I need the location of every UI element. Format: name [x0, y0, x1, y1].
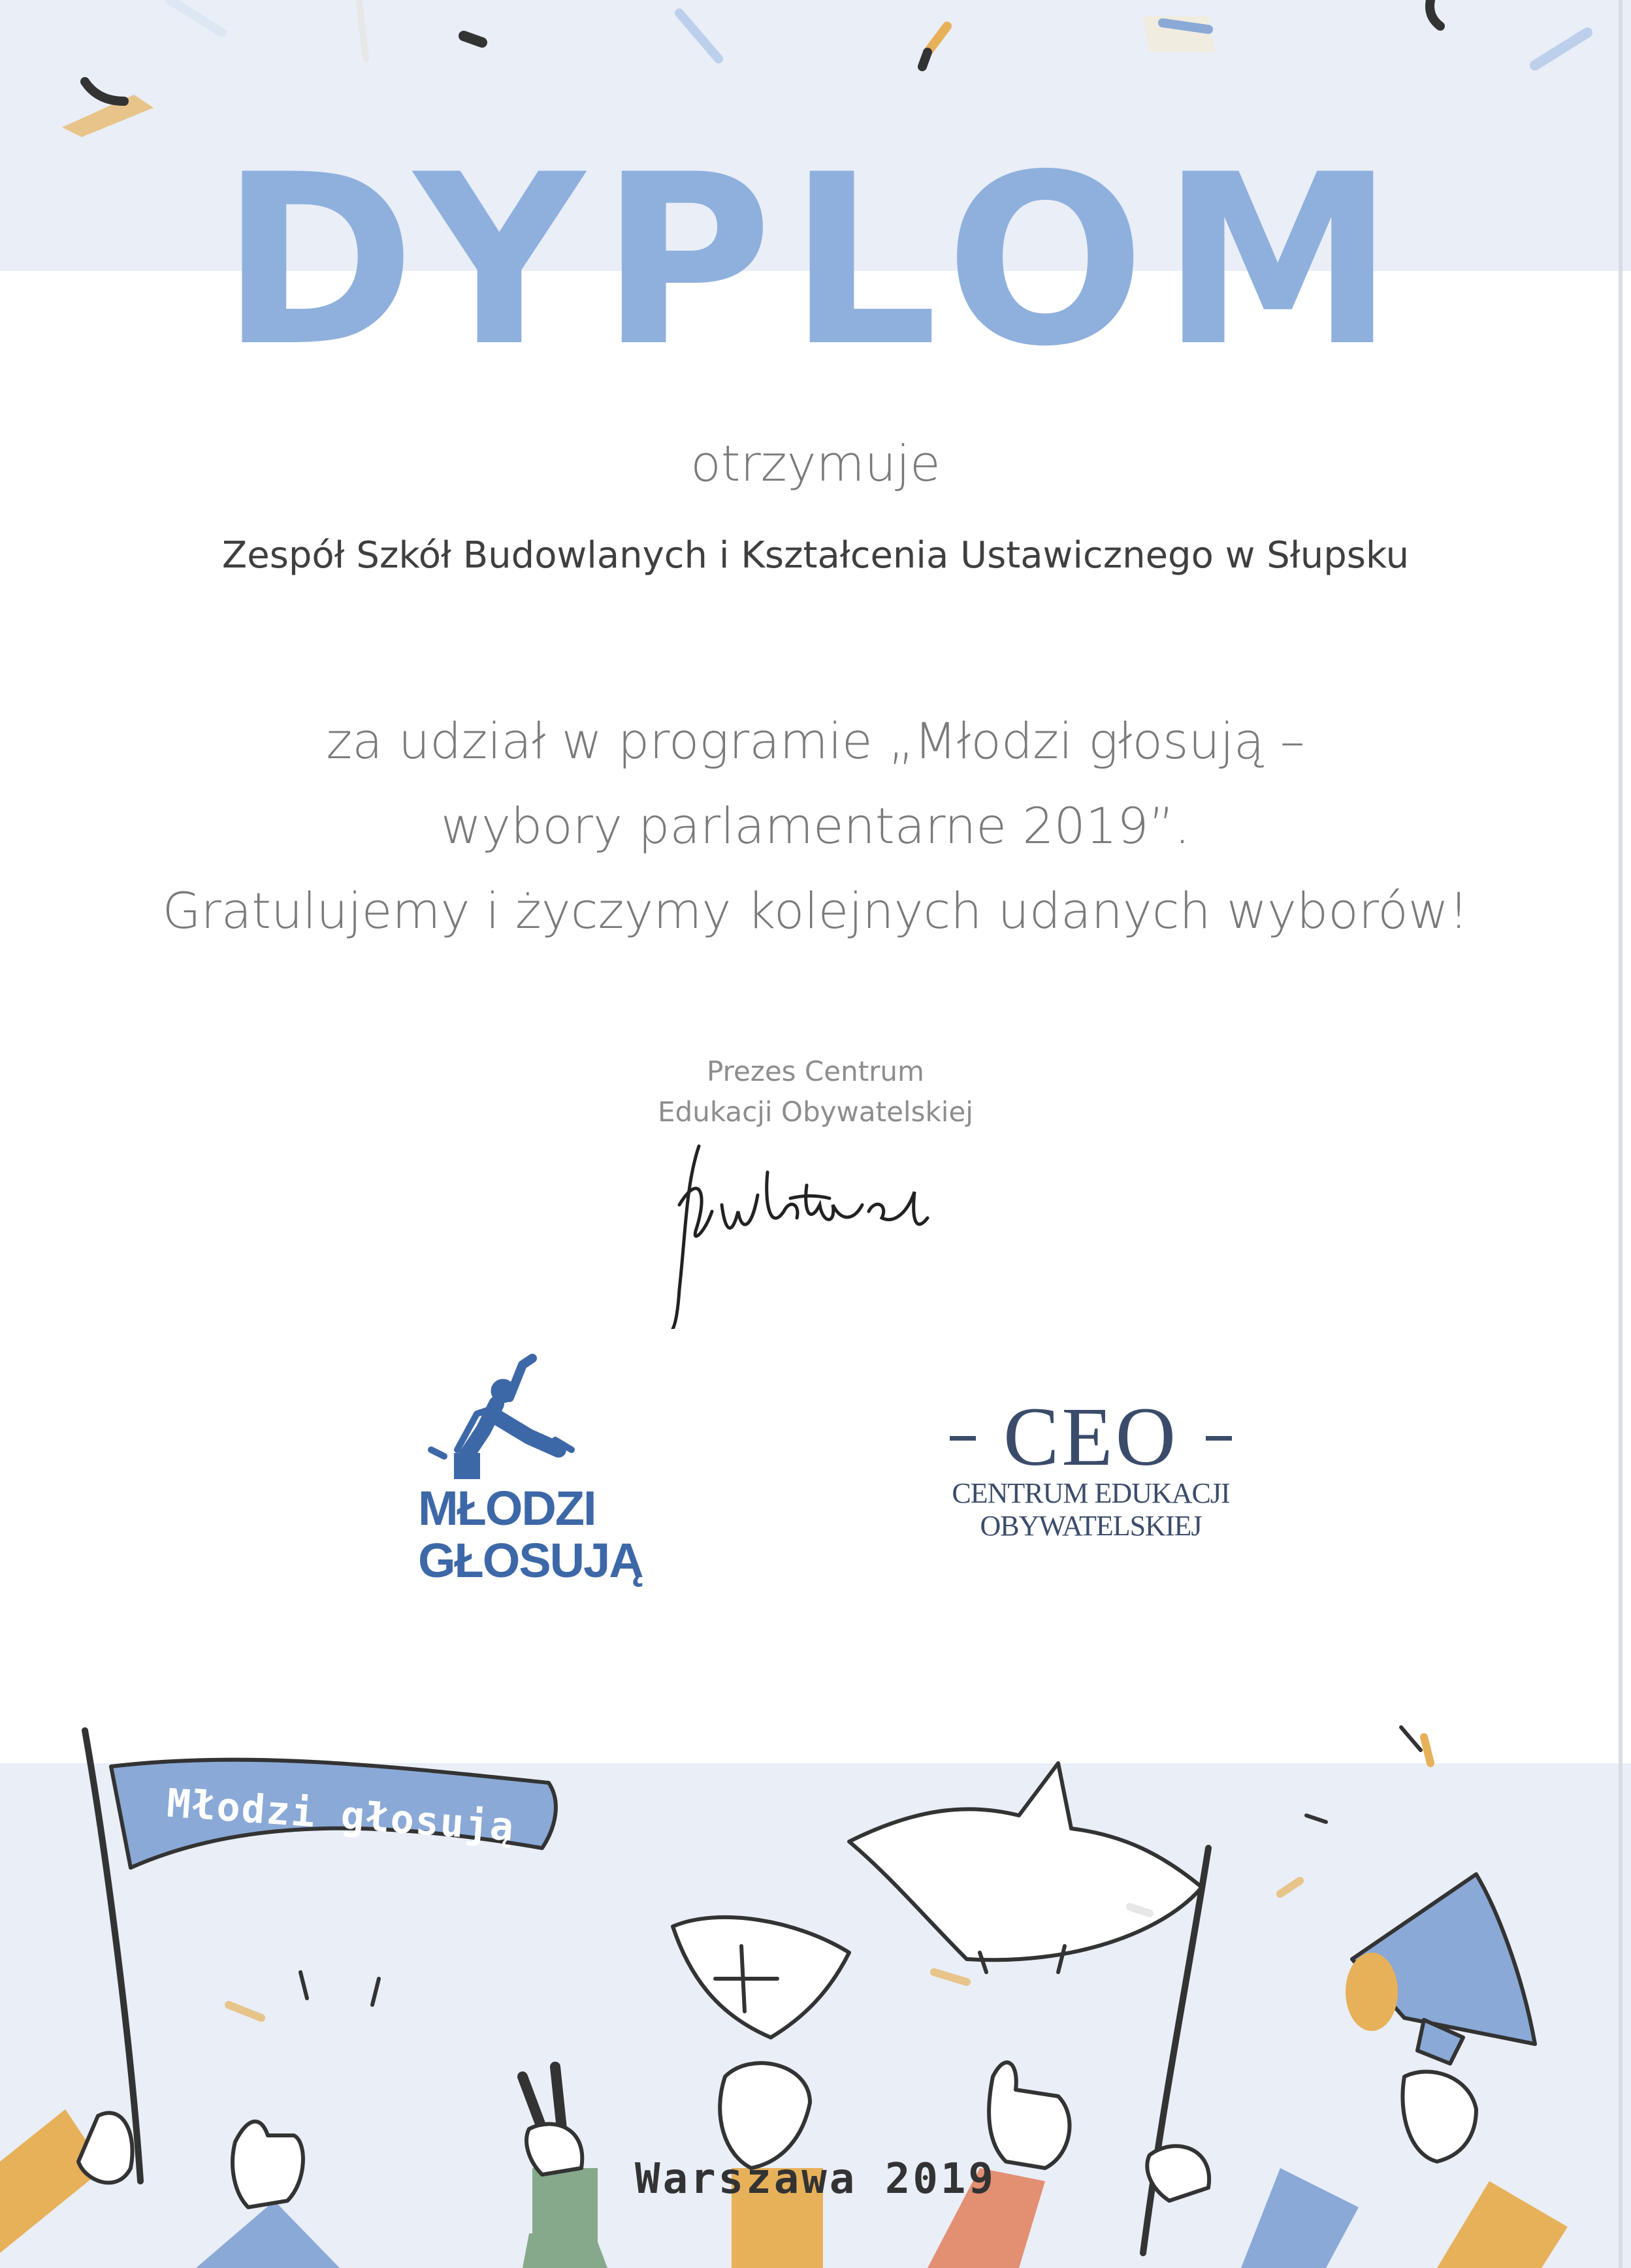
ceo-logo: [952, 1390, 1230, 1551]
running-figure-icon: [418, 1352, 581, 1482]
logo-text: [418, 1481, 643, 1588]
ceo-acronym: CEO: [1003, 1390, 1178, 1483]
signer-line: Edukacji Obywatelskiej: [658, 1096, 973, 1128]
receives-label: otrzymuje: [690, 434, 941, 492]
ceo-line: CENTRUM EDUKACJI: [952, 1477, 1230, 1509]
award-line: wybory parlamentarne 2019”.: [440, 797, 1191, 855]
signer-title: [0, 1051, 1631, 1132]
award-line: za udział w programie „Młodzi głosują –: [326, 712, 1305, 770]
award-line: Gratulujemy i życzymy kolejnych udanych wyborów!: [162, 882, 1469, 940]
recipient-name: Zespół Szkół Budowlanych i Kształcenia Ustawicznego w Słupsku: [221, 534, 1410, 577]
flag-text: Młodzi głosują: [165, 1780, 517, 1851]
signer-line: Prezes Centrum: [707, 1055, 924, 1087]
ceo-full-name: [941, 1477, 1241, 1542]
mlodzi-glosuja-logo: [418, 1352, 643, 1588]
logo-line: MŁODZI: [418, 1481, 596, 1535]
signature: [660, 1133, 934, 1329]
award-text: [0, 699, 1631, 953]
place-date: Warszawa 2019: [635, 2155, 996, 2203]
diploma-title: DYPLOM: [220, 124, 1411, 398]
logo-line: GŁOSUJĄ: [418, 1533, 643, 1588]
ceo-line: OBYWATELSKIEJ: [980, 1510, 1202, 1542]
